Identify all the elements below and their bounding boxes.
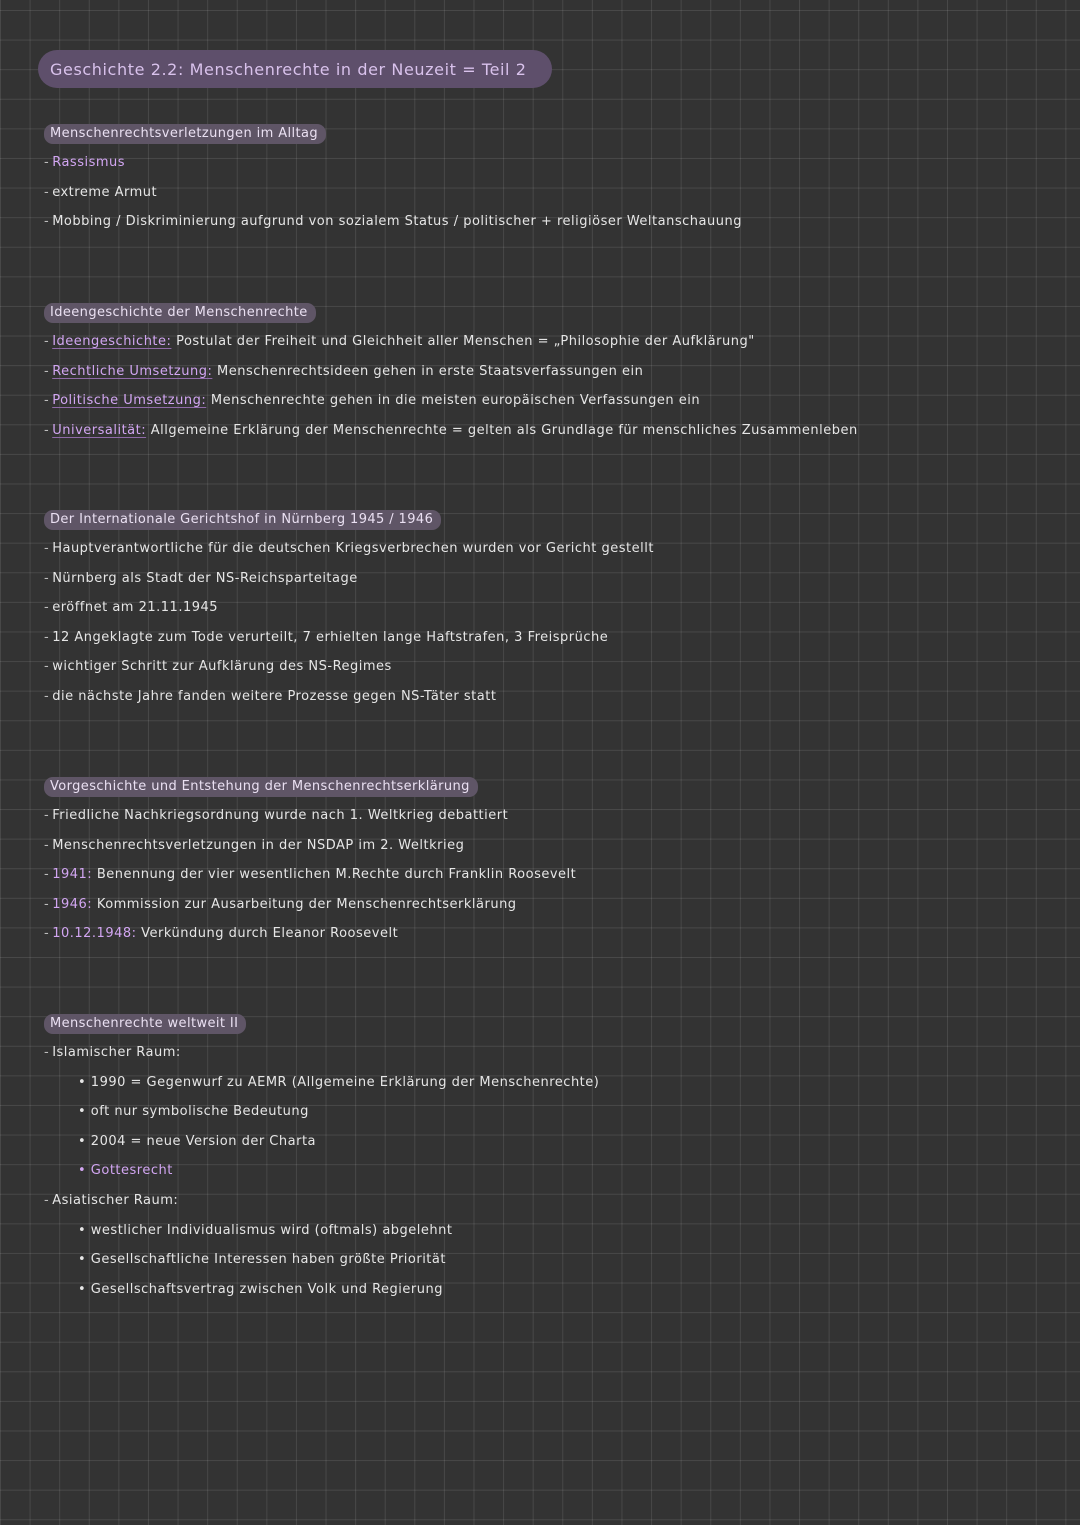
section-heading: Menschenrechte weltweit II <box>44 1014 246 1034</box>
list-item: - Rassismus <box>44 155 126 170</box>
list-item: - eröffnet am 21.11.1945 <box>44 600 219 616</box>
page-title: Geschichte 2.2: Menschenrechte in der Neuzeit = Teil 2 <box>38 50 552 88</box>
list-item: • Gesellschaftliche Interessen haben größte Priorität <box>78 1252 446 1268</box>
list-item: - wichtiger Schritt zur Aufklärung des NS-Regimes <box>44 659 392 675</box>
list-item: • oft nur symbolische Bedeutung <box>78 1104 309 1120</box>
list-item: - Universalität: Allgemeine Erklärung der Menschenrechte = gelten als Grundlage für menschliches Zusammenleben <box>44 422 858 438</box>
list-item: - Ideengeschichte: Postulat der Freiheit und Gleichheit aller Menschen = „Philosophie der Aufklärung" <box>44 334 755 349</box>
list-item: • 1990 = Gegenwurf zu AEMR (Allgemeine Erklärung der Menschenrechte) <box>78 1074 600 1090</box>
list-item: - Asiatischer Raum: <box>44 1192 179 1208</box>
list-item: - 1946: Kommission zur Ausarbeitung der Menschenrechtserklärung <box>44 896 517 912</box>
section-vorgeschichte <box>44 775 576 949</box>
section-heading: Ideengeschichte der Menschenrechte <box>44 303 316 323</box>
section-heading: Vorgeschichte und Entstehung der Menschenrechtserklärung <box>44 777 478 797</box>
list-item: - Hauptverantwortliche für die deutschen Kriegsverbrechen wurden vor Gericht gestellt <box>44 541 654 556</box>
section-nuernberg <box>44 508 654 712</box>
list-item: - die nächste Jahre fanden weitere Prozesse gegen NS-Täter statt <box>44 688 497 704</box>
list-item: - 12 Angeklagte zum Tode verurteilt, 7 erhielten lange Haftstrafen, 3 Freisprüche <box>44 629 609 645</box>
section-heading: Menschenrechtsverletzungen im Alltag <box>44 124 326 144</box>
list-item: - extreme Armut <box>44 184 158 200</box>
list-item: • westlicher Individualismus wird (oftmals) abgelehnt <box>78 1222 453 1238</box>
section-alltag <box>44 122 742 237</box>
list-item: - Rechtliche Umsetzung: Menschenrechtsideen gehen in erste Staatsverfassungen ein <box>44 363 644 379</box>
list-item: - 1941: Benennung der vier wesentlichen M.Rechte durch Franklin Roosevelt <box>44 867 577 883</box>
list-item: - Nürnberg als Stadt der NS-Reichsparteitage <box>44 570 358 586</box>
list-item: • Gesellschaftsvertrag zwischen Volk und Regierung <box>78 1281 443 1297</box>
list-item: • Gottesrecht <box>78 1163 173 1179</box>
list-item: • 2004 = neue Version der Charta <box>78 1133 317 1149</box>
section-heading: Der Internationale Gerichtshof in Nürnberg 1945 / 1946 <box>44 510 441 530</box>
list-item: - Friedliche Nachkriegsordnung wurde nach 1. Weltkrieg debattiert <box>44 808 509 823</box>
section-weltweit <box>44 1012 599 1304</box>
list-item: - Islamischer Raum: <box>44 1045 181 1060</box>
section-ideengeschichte <box>44 301 858 445</box>
list-item: - Politische Umsetzung: Menschenrechte gehen in die meisten europäischen Verfassungen ein <box>44 393 701 409</box>
list-item: - Menschenrechtsverletzungen in der NSDAP im 2. Weltkrieg <box>44 837 465 853</box>
list-item: - 10.12.1948: Verkündung durch Eleanor Roosevelt <box>44 926 399 942</box>
list-item: - Mobbing / Diskriminierung aufgrund von sozialem Status / politischer + religiöser Weltanschauung <box>44 214 742 230</box>
